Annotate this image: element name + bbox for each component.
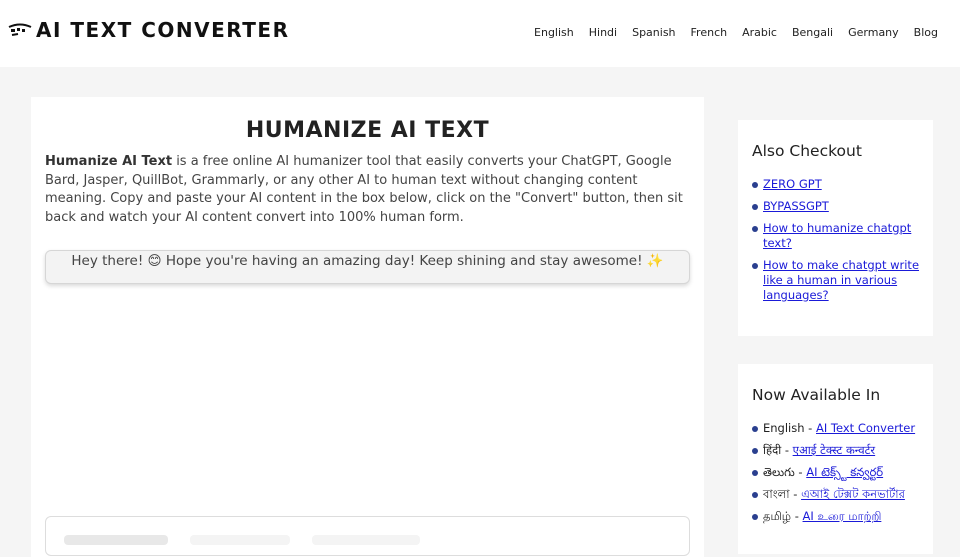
language-separator: - xyxy=(781,443,793,457)
nav-germany[interactable]: Germany xyxy=(848,26,899,39)
list-item xyxy=(752,465,922,480)
link-bypassgpt[interactable]: BYPASSGPT xyxy=(763,199,829,213)
greeting-banner: Hey there! 😊 Hope you're having an amazing day! Keep shining and stay awesome! ✨ xyxy=(45,250,690,284)
language-link[interactable]: एआई टेक्स्ट कन्वर्टर xyxy=(792,443,876,457)
available-in-card xyxy=(738,364,933,554)
logo[interactable] xyxy=(8,18,289,42)
intro-bold: Humanize AI Text xyxy=(45,154,173,169)
nav-arabic[interactable]: Arabic xyxy=(742,26,777,39)
site-header xyxy=(0,0,960,67)
language-link[interactable]: এআই টেক্সট কনভার্টার xyxy=(801,487,905,501)
language-separator: - xyxy=(789,487,802,501)
language-name: বাংলা xyxy=(763,487,790,501)
robot-logo-icon xyxy=(8,21,32,39)
logo-text: AI TEXT CONVERTER xyxy=(36,18,290,42)
language-name: தமிழ் xyxy=(763,509,792,523)
converter-tab[interactable] xyxy=(64,535,168,545)
language-link[interactable]: AI உரை மாற்றி xyxy=(802,509,882,523)
list-item xyxy=(752,177,922,192)
converter-tab[interactable] xyxy=(190,535,290,545)
language-link[interactable]: AI Text Converter xyxy=(816,421,916,435)
language-link[interactable]: AI టెక్స్ట్ కన్వర్టర్ xyxy=(806,465,884,479)
intro-paragraph xyxy=(45,153,690,228)
language-separator: - xyxy=(794,465,807,479)
language-name: हिंदी xyxy=(763,443,782,457)
also-checkout-card xyxy=(738,120,933,336)
nav-english[interactable]: English xyxy=(534,26,574,39)
language-separator: - xyxy=(804,421,816,435)
nav-spanish[interactable]: Spanish xyxy=(632,26,676,39)
language-list xyxy=(752,421,922,524)
language-name: English xyxy=(763,421,805,435)
link-chatgpt-write-human[interactable]: How to make chatgpt write like a human in various languages? xyxy=(763,258,920,302)
language-name: తెలుగు xyxy=(763,465,795,479)
available-in-title: Now Available In xyxy=(752,386,881,404)
nav-french[interactable]: French xyxy=(690,26,728,39)
list-item xyxy=(752,487,922,502)
link-zero-gpt[interactable]: ZERO GPT xyxy=(763,177,822,191)
list-item xyxy=(752,421,922,436)
page-title: HUMANIZE AI TEXT xyxy=(245,118,490,143)
list-item xyxy=(752,443,922,458)
nav-hindi[interactable]: Hindi xyxy=(588,26,618,39)
nav-bengali[interactable]: Bengali xyxy=(791,26,834,39)
language-separator: - xyxy=(791,509,803,523)
top-nav xyxy=(534,26,938,39)
converter-tab[interactable] xyxy=(312,535,420,545)
list-item xyxy=(752,258,922,303)
also-checkout-list xyxy=(752,177,922,303)
intro-text: is a free online AI humanizer tool that easily converts your ChatGPT, Google Bard, Jasper, QuillBot, Grammarly, or any other AI to human text without changing content meaning. Copy and paste your AI content in the box below, click on the "Convert" button, then sit back and watch your AI content convert into 100% human form. xyxy=(45,154,683,226)
list-item xyxy=(752,509,922,524)
link-humanize-chatgpt[interactable]: How to humanize chatgpt text? xyxy=(763,221,912,250)
nav-blog[interactable]: Blog xyxy=(913,26,938,39)
list-item xyxy=(752,221,922,251)
converter-box xyxy=(45,516,690,556)
also-checkout-title: Also Checkout xyxy=(752,142,862,160)
list-item xyxy=(752,199,922,214)
